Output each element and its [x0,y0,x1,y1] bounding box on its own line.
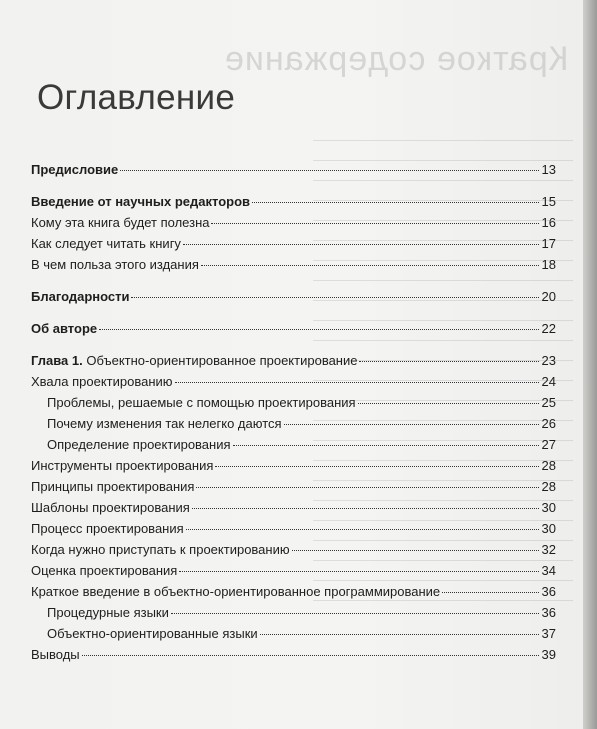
dot-leader [359,361,538,362]
dot-leader [442,592,538,593]
toc-entry [31,479,556,500]
toc-entry-label: Шаблоны проектирования [31,500,190,515]
bleed-through-text: Краткое содержание [224,40,569,78]
dot-leader [131,297,538,298]
toc-entry [31,321,556,342]
toc-entry [31,374,556,395]
toc-entry [31,395,556,416]
toc-page-number: 37 [541,626,556,641]
toc-entry [31,437,556,458]
dot-leader [252,202,539,203]
toc-page-number: 22 [541,321,556,336]
toc-entry-label: Оценка проектирования [31,563,178,578]
dot-leader [292,550,539,551]
toc-entry-label: Благодарности [31,289,130,304]
dot-leader [196,487,538,488]
chapter-title: Объектно-ориентированное проектирование [86,353,358,368]
page-title: Оглавление [37,78,236,118]
toc-entry-label: Предисловие [31,162,119,177]
toc-entry [31,521,556,542]
toc-entry [31,257,556,278]
toc-entry [31,647,556,668]
dot-leader [183,244,539,245]
toc-entry-label: Об авторе [31,321,98,336]
toc-entry-label: Проблемы, решаемые с помощью проектирования [47,395,356,410]
toc-entry-label: Объектно-ориентированные языки [47,626,258,641]
toc-entry-label: Процесс проектирования [31,521,184,536]
toc-page-number: 39 [541,647,556,662]
toc-page-number: 25 [541,395,556,410]
table-of-contents [31,162,556,668]
toc-entry [31,500,556,521]
dot-leader [99,329,538,330]
toc-entry-label: Почему изменения так нелегко даются [47,416,282,431]
toc-entry [31,542,556,563]
toc-page-number: 24 [541,374,556,389]
toc-entry [31,289,556,310]
dot-leader [358,403,539,404]
toc-page-number: 18 [541,257,556,272]
toc-entry [31,458,556,479]
toc-entry-label: Определение проектирования [47,437,231,452]
toc-page-number: 32 [541,542,556,557]
toc-page-number: 30 [541,500,556,515]
toc-page-number: 36 [541,605,556,620]
toc-page-number: 16 [541,215,556,230]
toc-entry-label: Введение от научных редакторов [31,194,251,209]
toc-entry-label: Выводы [31,647,80,662]
toc-page-number: 13 [541,162,556,177]
toc-page-number: 36 [541,584,556,599]
toc-entry [31,584,556,605]
toc-page-number: 34 [541,563,556,578]
dot-leader [120,170,538,171]
toc-page-number: 15 [541,194,556,209]
toc-entry [31,626,556,647]
dot-leader [82,655,539,656]
toc-entry-label: В чем польза этого издания [31,257,199,272]
dot-leader [192,508,539,509]
toc-chapter-entry [31,353,556,374]
dot-leader [260,634,539,635]
toc-entry-label: Хвала проектированию [31,374,173,389]
dot-leader [215,466,538,467]
page-edge-shadow [583,0,597,729]
toc-entry-label: Как следует читать книгу [31,236,181,251]
toc-entry [31,416,556,437]
dot-leader [201,265,539,266]
toc-entry [31,605,556,626]
toc-entry [31,215,556,236]
toc-entry-label [31,353,357,368]
toc-page-number: 26 [541,416,556,431]
toc-entry-label: Инструменты проектирования [31,458,214,473]
toc-page-number: 20 [541,289,556,304]
toc-entry-label: Когда нужно приступать к проектированию [31,542,290,557]
toc-page-number: 28 [541,479,556,494]
toc-entry-label: Процедурные языки [47,605,169,620]
toc-page-number: 17 [541,236,556,251]
dot-leader [233,445,539,446]
dot-leader [211,223,538,224]
dot-leader [186,529,539,530]
toc-page-number: 23 [541,353,556,368]
dot-leader [179,571,538,572]
dot-leader [171,613,539,614]
dot-leader [284,424,539,425]
dot-leader [175,382,539,383]
chapter-number: Глава 1. [31,353,83,368]
toc-page-number: 27 [541,437,556,452]
toc-entry [31,194,556,215]
toc-entry-label: Кому эта книга будет полезна [31,215,210,230]
toc-page-number: 28 [541,458,556,473]
toc-entry-label: Принципы проектирования [31,479,195,494]
toc-entry [31,162,556,183]
toc-entry [31,236,556,257]
toc-entry [31,563,556,584]
toc-page-number: 30 [541,521,556,536]
toc-entry-label: Краткое введение в объектно-ориентированное программирование [31,584,441,599]
